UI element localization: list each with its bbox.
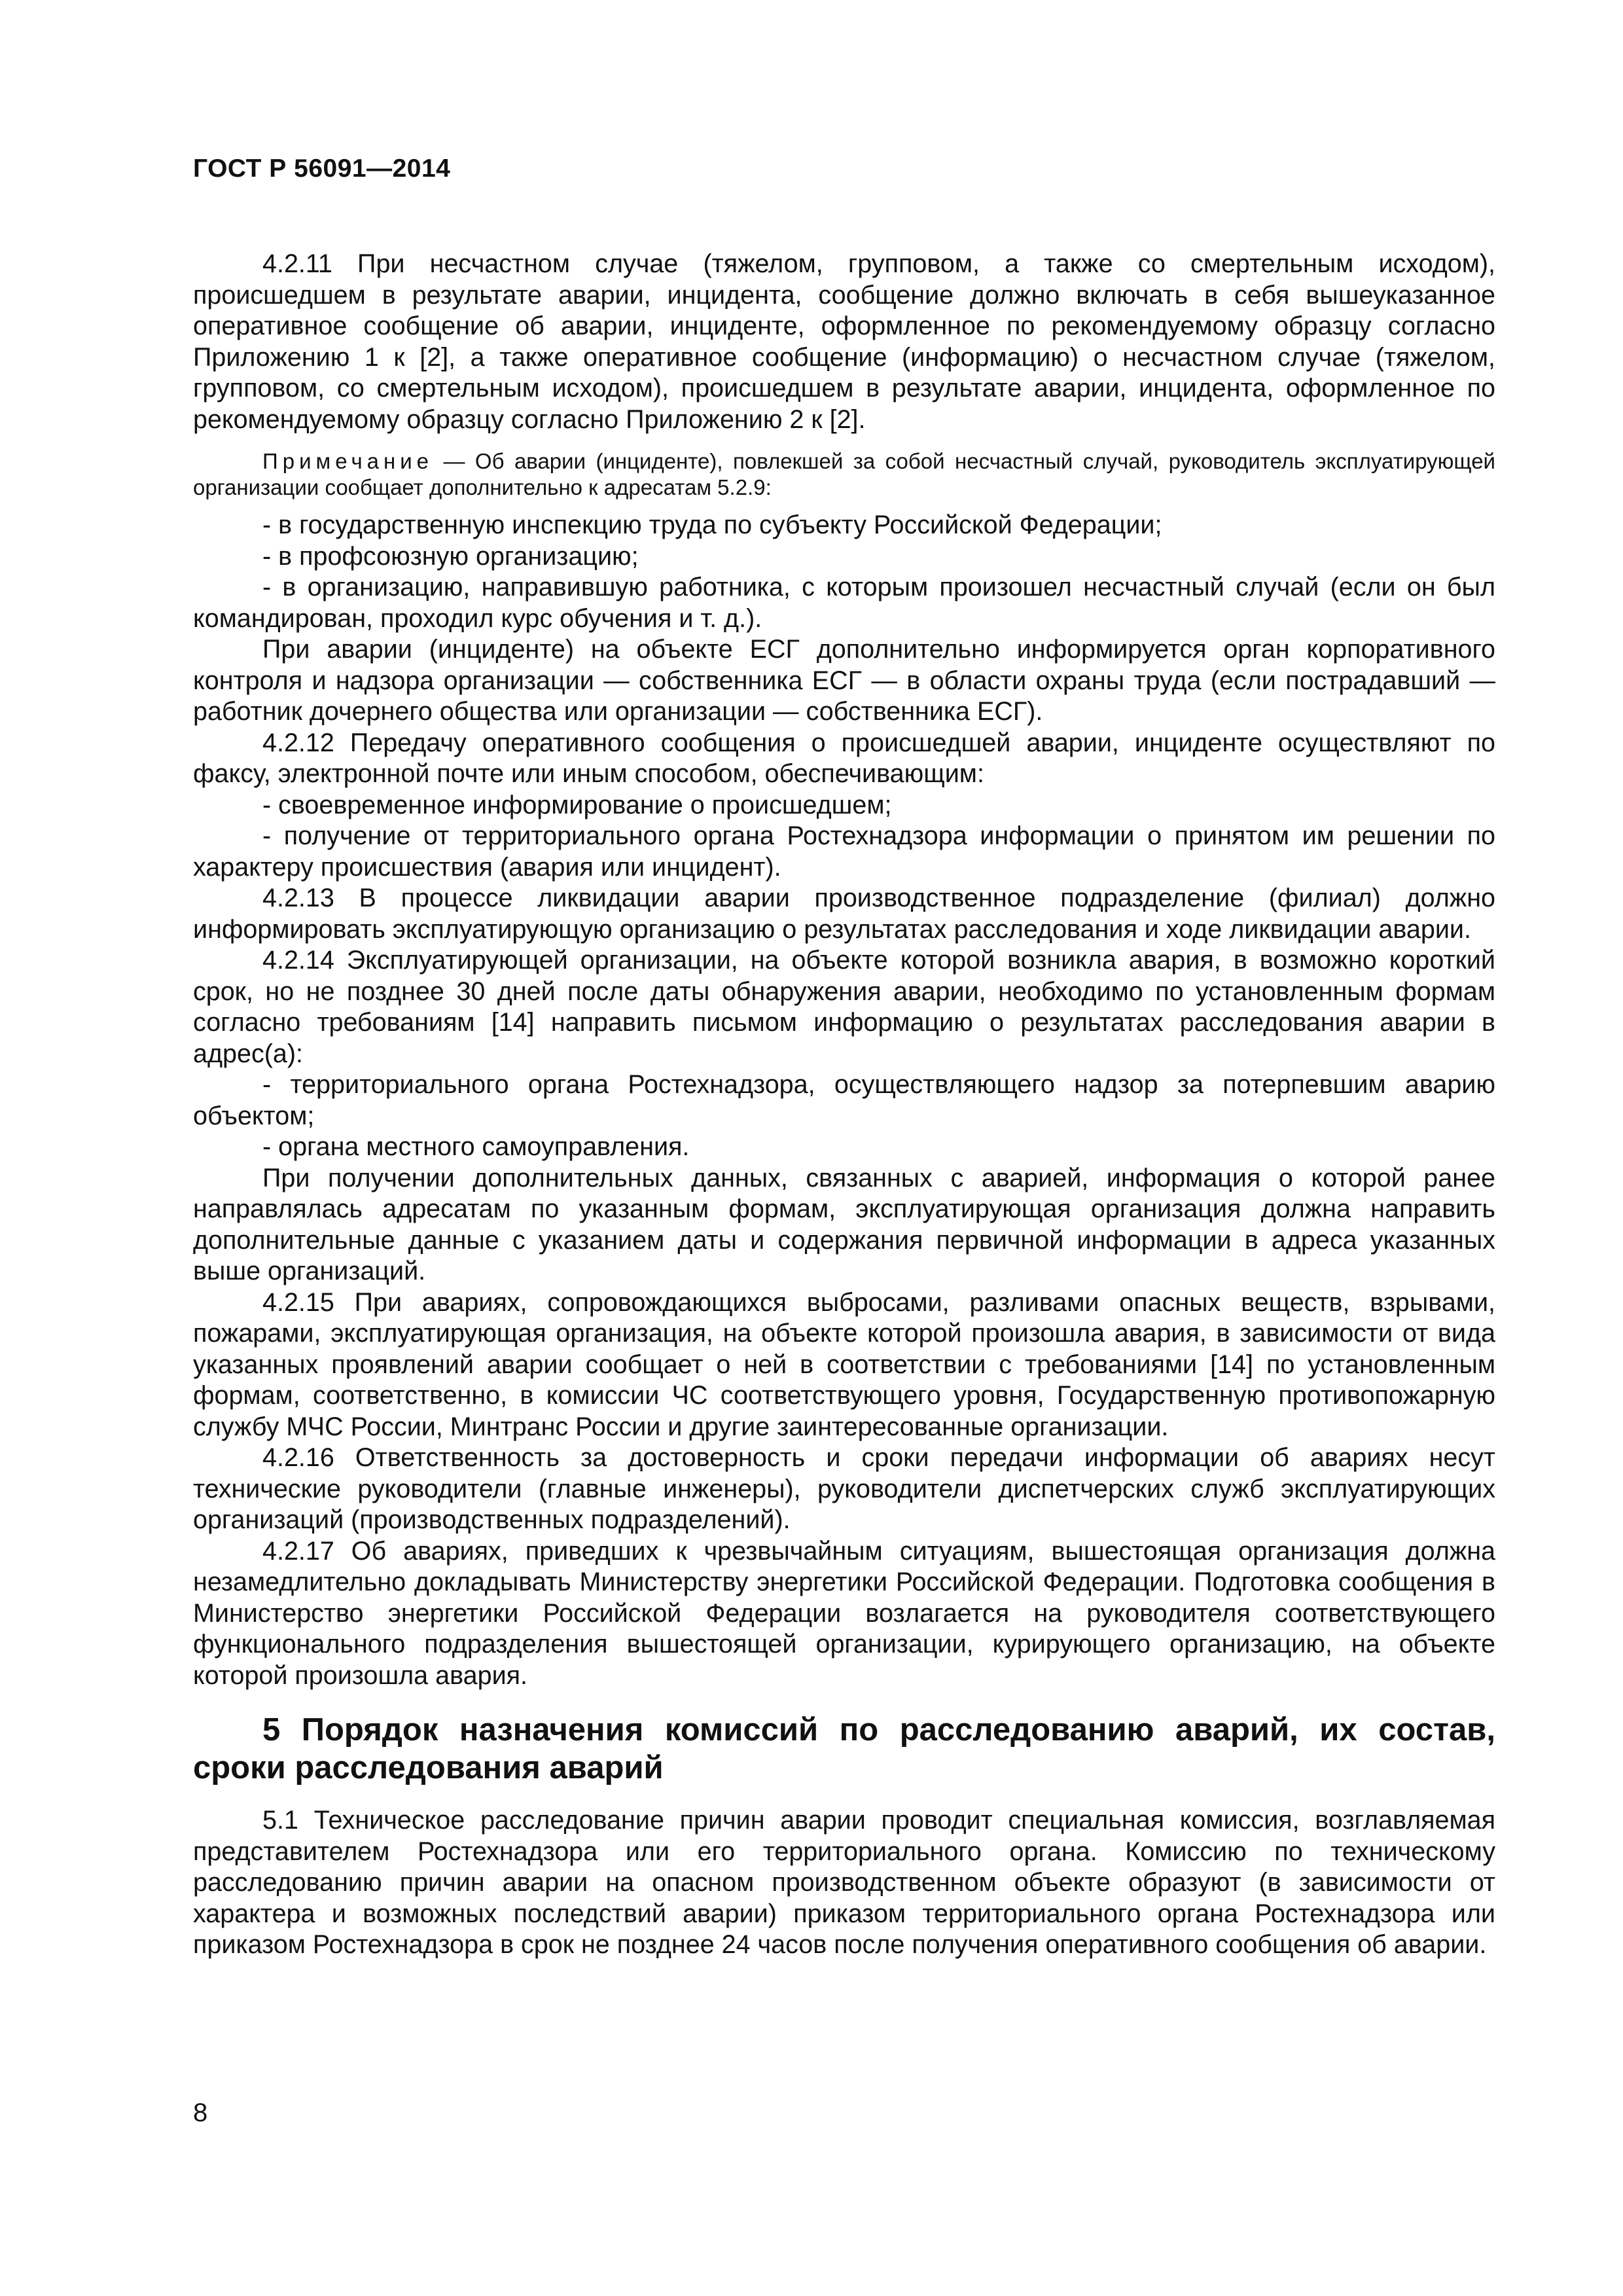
list-item: - органа местного самоуправления. <box>262 1132 690 1161</box>
page-number: 8 <box>193 2098 208 2127</box>
list-item: - в профсоюзную организацию; <box>262 541 639 571</box>
paragraph-additional-data: При получении дополнительных данных, связанных с аварией, информация о которой ранее направлялась адресатам по указанным формам, эксплуатирующая организация должна направить дополнительные данные с указанием даты и содержания первичной информации в адреса указанных выше организаций. <box>193 1163 1495 1285</box>
list-item: - в государственную инспекцию труда по субъекту Российской Федерации; <box>262 511 1162 539</box>
document-code-header: ГОСТ Р 56091—2014 <box>193 154 451 183</box>
list-item: - получение от территориального органа Ростехнадзора информации о принятом им решении по характеру происшествия (авария или инцидент). <box>193 821 1495 882</box>
note-label: Примечание <box>262 449 434 473</box>
note-text: — Об аварии (инциденте), повлекшей за собой несчастный случай, руководитель эксплуатирующей организации сообщает дополнительно к адресатам 5.2.9: <box>193 449 1495 499</box>
list-item: - своевременное информирование о происшедшем; <box>262 790 892 819</box>
paragraph-4-2-17: 4.2.17 Об авариях, приведших к чрезвычайным ситуациям, вышестоящая организация должна незамедлительно докладывать Министерству энергетики Российской Федерации. Подготовка сообщения в Министерство энергетики Российской Федерации возлагается на руководителя соответствующего функционального подразделения вышестоящей организации, курирующего организацию, на объекте которой произошла авария. <box>193 1536 1495 1690</box>
paragraph-4-2-14: 4.2.14 Эксплуатирующей организации, на объекте которой возникла авария, в возможно короткий срок, но не позднее 30 дней после даты обнаружения аварии, необходимо по установленным формам согласно требованиям [14] направить письмом информацию о результатах расследования аварии в адрес(а): <box>193 946 1495 1068</box>
paragraph-4-2-15: 4.2.15 При авариях, сопровождающихся выбросами, разливами опасных веществ, взрывами, пожарами, эксплуатирующая организация, на объекте которой произошла авария, в зависимости от вида указанных проявлений аварии сообщает о ней в соответствии с требованиями [14] по установленным формам, соответственно, в комиссии ЧС соответствующего уровня, Государственную противопожарную службу МЧС России, Минтранс России и другие заинтересованные организации. <box>193 1287 1495 1441</box>
paragraph-esg: При аварии (инциденте) на объекте ЕСГ дополнительно информируется орган корпоративного контроля и надзора организации — собственника ЕСГ — в области охраны труда (если пострадавший — работник дочернего общества или организации — собственника ЕСГ). <box>193 635 1495 726</box>
paragraph-4-2-11: 4.2.11 При несчастном случае (тяжелом, групповом, а также со смертельным исходом), происшедшем в результате аварии, инцидента, сообщение должно включать в себя вышеуказанное оперативное сообщение об аварии, инциденте, оформленное по рекомендуемому образцу согласно Приложению 1 к [2], а также оперативное сообщение (информацию) о несчастном случае (тяжелом, групповом, со смертельным исходом), происшедшем в результате аварии, инцидента, оформленное по рекомендуемому образцу согласно Приложению 2 к [2]. <box>193 249 1495 434</box>
paragraph-4-2-16: 4.2.16 Ответственность за достоверность и сроки передачи информации об авариях несут технические руководители (главные инженеры), руководители диспетчерских служб эксплуатирующих организаций (производственных подразделений). <box>193 1443 1495 1534</box>
document-body <box>193 249 1495 1961</box>
list-item: - в организацию, направившую работника, с которым произошел несчастный случай (если он был командирован, проходил курс обучения и т. д.). <box>193 573 1495 633</box>
paragraph-4-2-12: 4.2.12 Передачу оперативного сообщения о происшедшей аварии, инциденте осуществляют по факсу, электронной почте или иным способом, обеспечивающим: <box>193 728 1495 788</box>
note-paragraph <box>193 448 1495 501</box>
paragraph-4-2-13: 4.2.13 В процессе ликвидации аварии производственное подразделение (филиал) должно информировать эксплуатирующую организацию о результатах расследования и ходе ликвидации аварии. <box>193 884 1495 944</box>
section-5-heading: 5 Порядок назначения комиссий по расследованию аварий, их состав, сроки расследования аварий <box>193 1712 1495 1785</box>
paragraph-5-1: 5.1 Техническое расследование причин аварии проводит специальная комиссия, возглавляемая представителем Ростехнадзора или его территориального органа. Комиссию по техническому расследованию причин аварии на опасном производственном объекте образуют (в зависимости от характера и возможных последствий аварии) приказом территориального органа Ростехнадзора или приказом Ростехнадзора в срок не позднее 24 часов после получения оперативного сообщения об аварии. <box>193 1806 1495 1959</box>
list-item: - территориального органа Ростехнадзора, осуществляющего надзор за потерпевшим аварию объектом; <box>193 1070 1495 1130</box>
